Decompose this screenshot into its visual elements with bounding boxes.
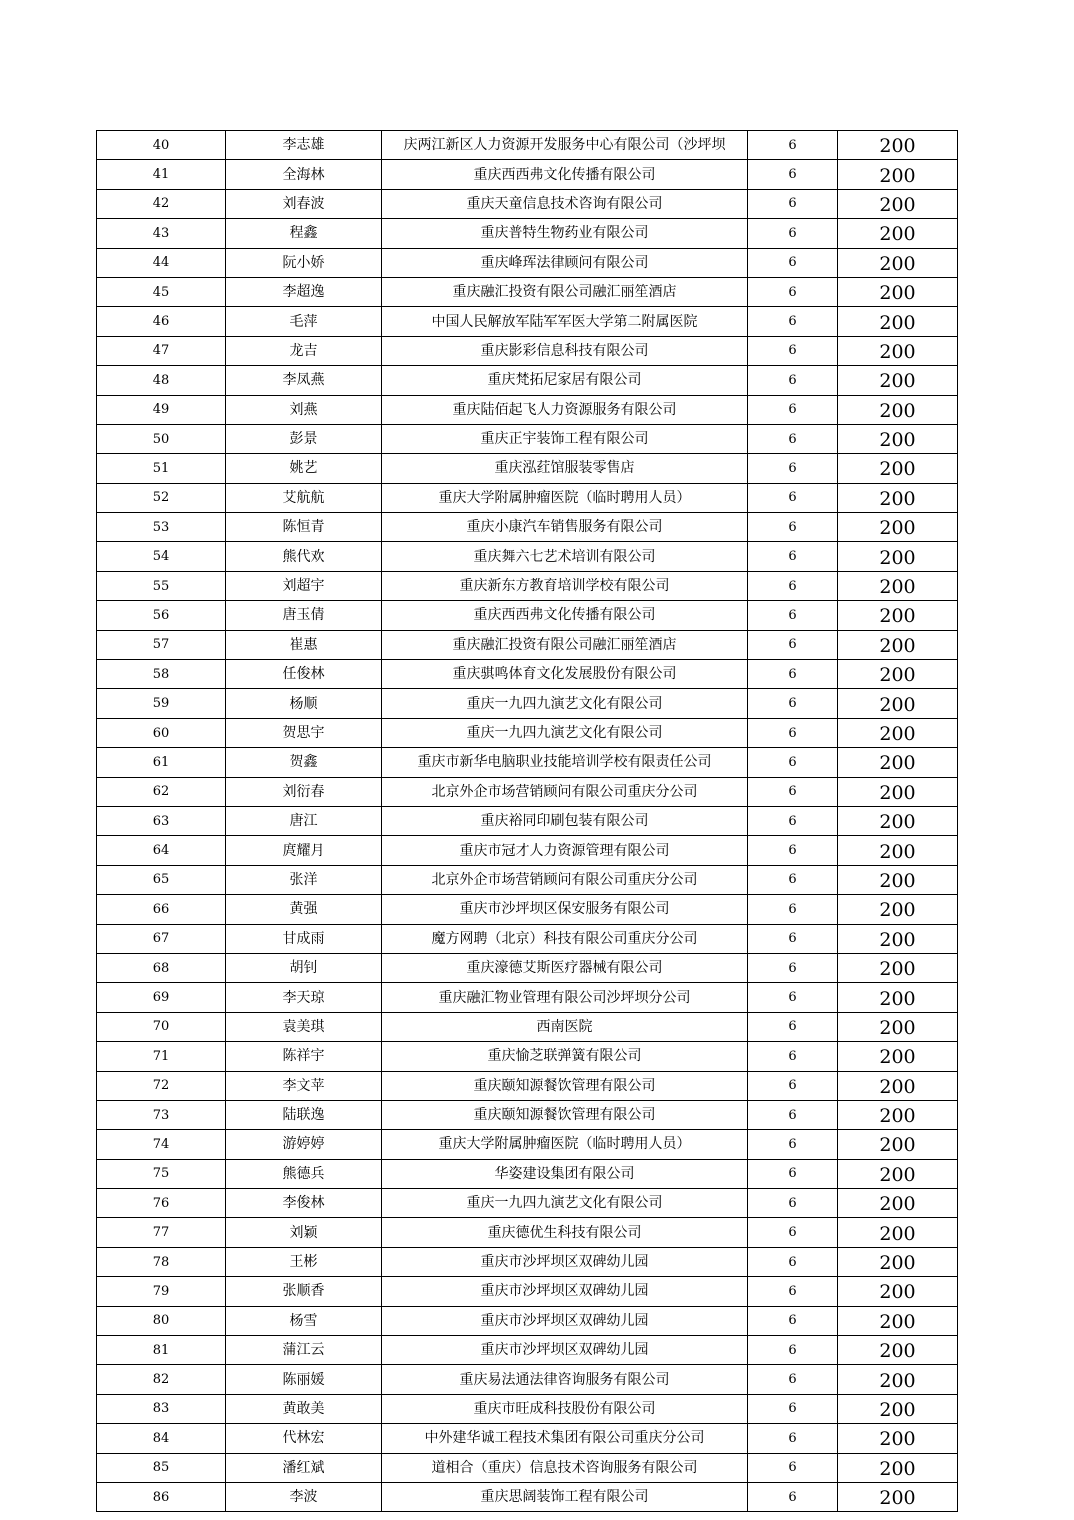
company-name-cell: 重庆愉芝联弹簧有限公司	[382, 1042, 748, 1071]
person-name-cell: 贺鑫	[226, 748, 382, 777]
row-number-cell: 74	[97, 1130, 226, 1159]
table-row	[97, 1071, 958, 1100]
amount-cell: 200	[838, 953, 958, 982]
table-row	[97, 1159, 958, 1188]
person-name-cell: 刘春波	[226, 189, 382, 218]
count-cell: 6	[748, 718, 838, 747]
person-name-cell: 陈恒青	[226, 513, 382, 542]
amount-cell: 200	[838, 395, 958, 424]
count-cell: 6	[748, 366, 838, 395]
amount-cell: 200	[838, 983, 958, 1012]
table-row	[97, 366, 958, 395]
count-cell: 6	[748, 513, 838, 542]
count-cell: 6	[748, 542, 838, 571]
table-row	[97, 248, 958, 277]
company-name-cell: 重庆一九四九演艺文化有限公司	[382, 689, 748, 718]
person-name-cell: 刘超宇	[226, 571, 382, 600]
table-row	[97, 865, 958, 894]
amount-cell: 200	[838, 1042, 958, 1071]
row-number-cell: 41	[97, 160, 226, 189]
count-cell: 6	[748, 1365, 838, 1394]
person-name-cell: 袁美琪	[226, 1012, 382, 1041]
amount-cell: 200	[838, 895, 958, 924]
row-number-cell: 63	[97, 806, 226, 835]
company-name-cell: 重庆融汇投资有限公司融汇丽笙酒店	[382, 630, 748, 659]
table-row	[97, 748, 958, 777]
person-name-cell: 熊德兵	[226, 1159, 382, 1188]
amount-cell: 200	[838, 601, 958, 630]
person-name-cell: 李波	[226, 1482, 382, 1511]
row-number-cell: 53	[97, 513, 226, 542]
count-cell: 6	[748, 1247, 838, 1276]
person-name-cell: 蒲江云	[226, 1336, 382, 1365]
amount-cell: 200	[838, 160, 958, 189]
amount-cell: 200	[838, 542, 958, 571]
company-name-cell: 重庆易法通法律咨询服务有限公司	[382, 1365, 748, 1394]
company-name-cell: 重庆思阔装饰工程有限公司	[382, 1482, 748, 1511]
row-number-cell: 47	[97, 336, 226, 365]
company-name-cell: 重庆市新华电脑职业技能培训学校有限责任公司	[382, 748, 748, 777]
count-cell: 6	[748, 630, 838, 659]
table-row	[97, 1100, 958, 1129]
amount-cell: 200	[838, 483, 958, 512]
company-name-cell: 重庆市沙坪坝区双碑幼儿园	[382, 1336, 748, 1365]
person-name-cell: 刘颖	[226, 1218, 382, 1247]
company-name-cell: 重庆颐知源餐饮管理有限公司	[382, 1071, 748, 1100]
row-number-cell: 61	[97, 748, 226, 777]
table-row	[97, 924, 958, 953]
person-name-cell: 庹耀月	[226, 836, 382, 865]
company-name-cell: 重庆小康汽车销售服务有限公司	[382, 513, 748, 542]
amount-cell: 200	[838, 630, 958, 659]
row-number-cell: 81	[97, 1336, 226, 1365]
amount-cell: 200	[838, 718, 958, 747]
company-name-cell: 中国人民解放军陆军军医大学第二附属医院	[382, 307, 748, 336]
amount-cell: 200	[838, 1482, 958, 1511]
amount-cell: 200	[838, 189, 958, 218]
row-number-cell: 73	[97, 1100, 226, 1129]
table-row	[97, 1042, 958, 1071]
count-cell: 6	[748, 277, 838, 306]
table-row	[97, 1336, 958, 1365]
count-cell: 6	[748, 1482, 838, 1511]
row-number-cell: 59	[97, 689, 226, 718]
amount-cell: 200	[838, 1336, 958, 1365]
row-number-cell: 42	[97, 189, 226, 218]
person-name-cell: 熊代欢	[226, 542, 382, 571]
row-number-cell: 51	[97, 454, 226, 483]
table-row	[97, 483, 958, 512]
amount-cell: 200	[838, 1159, 958, 1188]
amount-cell: 200	[838, 1365, 958, 1394]
count-cell: 6	[748, 1130, 838, 1159]
person-name-cell: 李超逸	[226, 277, 382, 306]
amount-cell: 200	[838, 131, 958, 160]
table-row	[97, 1306, 958, 1335]
company-name-cell: 重庆泓荭馆服装零售店	[382, 454, 748, 483]
count-cell: 6	[748, 307, 838, 336]
row-number-cell: 80	[97, 1306, 226, 1335]
table-row	[97, 542, 958, 571]
amount-cell: 200	[838, 336, 958, 365]
count-cell: 6	[748, 1306, 838, 1335]
person-name-cell: 姚艺	[226, 454, 382, 483]
table-row	[97, 131, 958, 160]
table-row	[97, 895, 958, 924]
count-cell: 6	[748, 660, 838, 689]
person-name-cell: 李天琼	[226, 983, 382, 1012]
count-cell: 6	[748, 424, 838, 453]
company-name-cell: 重庆天童信息技术咨询有限公司	[382, 189, 748, 218]
company-name-cell: 庆两江新区人力资源开发服务中心有限公司（沙坪坝	[382, 131, 748, 160]
row-number-cell: 79	[97, 1277, 226, 1306]
row-number-cell: 48	[97, 366, 226, 395]
amount-cell: 200	[838, 1130, 958, 1159]
person-name-cell: 潘红斌	[226, 1453, 382, 1482]
table-row	[97, 336, 958, 365]
count-cell: 6	[748, 483, 838, 512]
company-name-cell: 重庆大学附属肿瘤医院（临时聘用人员）	[382, 1130, 748, 1159]
company-name-cell: 重庆西西弗文化传播有限公司	[382, 160, 748, 189]
person-name-cell: 阮小娇	[226, 248, 382, 277]
company-name-cell: 重庆一九四九演艺文化有限公司	[382, 1189, 748, 1218]
row-number-cell: 62	[97, 777, 226, 806]
count-cell: 6	[748, 689, 838, 718]
amount-cell: 200	[838, 660, 958, 689]
company-name-cell: 重庆融汇投资有限公司融汇丽笙酒店	[382, 277, 748, 306]
company-name-cell: 华姿建设集团有限公司	[382, 1159, 748, 1188]
roster-table-body	[97, 131, 958, 1512]
company-name-cell: 北京外企市场营销顾问有限公司重庆分公司	[382, 865, 748, 894]
count-cell: 6	[748, 1042, 838, 1071]
person-name-cell: 张顺香	[226, 1277, 382, 1306]
count-cell: 6	[748, 336, 838, 365]
amount-cell: 200	[838, 689, 958, 718]
company-name-cell: 重庆一九四九演艺文化有限公司	[382, 718, 748, 747]
amount-cell: 200	[838, 454, 958, 483]
amount-cell: 200	[838, 836, 958, 865]
table-row	[97, 1482, 958, 1511]
amount-cell: 200	[838, 219, 958, 248]
table-row	[97, 1453, 958, 1482]
count-cell: 6	[748, 1159, 838, 1188]
table-row	[97, 983, 958, 1012]
count-cell: 6	[748, 454, 838, 483]
amount-cell: 200	[838, 1424, 958, 1453]
person-name-cell: 艾航航	[226, 483, 382, 512]
row-number-cell: 54	[97, 542, 226, 571]
company-name-cell: 重庆大学附属肿瘤医院（临时聘用人员）	[382, 483, 748, 512]
row-number-cell: 66	[97, 895, 226, 924]
person-name-cell: 刘燕	[226, 395, 382, 424]
company-name-cell: 重庆德优生科技有限公司	[382, 1218, 748, 1247]
table-row	[97, 277, 958, 306]
count-cell: 6	[748, 189, 838, 218]
count-cell: 6	[748, 219, 838, 248]
row-number-cell: 85	[97, 1453, 226, 1482]
amount-cell: 200	[838, 1218, 958, 1247]
row-number-cell: 45	[97, 277, 226, 306]
amount-cell: 200	[838, 1071, 958, 1100]
company-name-cell: 重庆影彩信息科技有限公司	[382, 336, 748, 365]
amount-cell: 200	[838, 748, 958, 777]
person-name-cell: 黄强	[226, 895, 382, 924]
company-name-cell: 重庆颐知源餐饮管理有限公司	[382, 1100, 748, 1129]
row-number-cell: 84	[97, 1424, 226, 1453]
amount-cell: 200	[838, 366, 958, 395]
amount-cell: 200	[838, 1453, 958, 1482]
table-row	[97, 189, 958, 218]
table-row	[97, 219, 958, 248]
person-name-cell: 李凤燕	[226, 366, 382, 395]
table-row	[97, 424, 958, 453]
row-number-cell: 82	[97, 1365, 226, 1394]
amount-cell: 200	[838, 1100, 958, 1129]
company-name-cell: 重庆市沙坪坝区保安服务有限公司	[382, 895, 748, 924]
table-row	[97, 1012, 958, 1041]
company-name-cell: 重庆梵拓尼家居有限公司	[382, 366, 748, 395]
amount-cell: 200	[838, 1012, 958, 1041]
table-row	[97, 777, 958, 806]
row-number-cell: 40	[97, 131, 226, 160]
row-number-cell: 55	[97, 571, 226, 600]
table-row	[97, 601, 958, 630]
amount-cell: 200	[838, 277, 958, 306]
person-name-cell: 唐玉倩	[226, 601, 382, 630]
count-cell: 6	[748, 983, 838, 1012]
company-name-cell: 重庆舞六七艺术培训有限公司	[382, 542, 748, 571]
table-row	[97, 1189, 958, 1218]
table-row	[97, 513, 958, 542]
row-number-cell: 86	[97, 1482, 226, 1511]
company-name-cell: 重庆濠德艾斯医疗器械有限公司	[382, 953, 748, 982]
row-number-cell: 70	[97, 1012, 226, 1041]
count-cell: 6	[748, 160, 838, 189]
company-name-cell: 重庆市旺成科技股份有限公司	[382, 1394, 748, 1423]
row-number-cell: 69	[97, 983, 226, 1012]
count-cell: 6	[748, 865, 838, 894]
company-name-cell: 重庆融汇物业管理有限公司沙坪坝分公司	[382, 983, 748, 1012]
table-row	[97, 689, 958, 718]
person-name-cell: 毛萍	[226, 307, 382, 336]
person-name-cell: 任俊林	[226, 660, 382, 689]
count-cell: 6	[748, 777, 838, 806]
table-row	[97, 1424, 958, 1453]
row-number-cell: 57	[97, 630, 226, 659]
row-number-cell: 44	[97, 248, 226, 277]
person-name-cell: 全海林	[226, 160, 382, 189]
row-number-cell: 50	[97, 424, 226, 453]
table-row	[97, 718, 958, 747]
company-name-cell: 重庆西西弗文化传播有限公司	[382, 601, 748, 630]
company-name-cell: 道相合（重庆）信息技术咨询服务有限公司	[382, 1453, 748, 1482]
company-name-cell: 重庆正宇装饰工程有限公司	[382, 424, 748, 453]
person-name-cell: 李文苹	[226, 1071, 382, 1100]
table-row	[97, 1247, 958, 1276]
table-row	[97, 806, 958, 835]
company-name-cell: 西南医院	[382, 1012, 748, 1041]
amount-cell: 200	[838, 865, 958, 894]
count-cell: 6	[748, 1218, 838, 1247]
row-number-cell: 67	[97, 924, 226, 953]
row-number-cell: 71	[97, 1042, 226, 1071]
row-number-cell: 43	[97, 219, 226, 248]
count-cell: 6	[748, 1336, 838, 1365]
count-cell: 6	[748, 806, 838, 835]
row-number-cell: 68	[97, 953, 226, 982]
company-name-cell: 重庆普特生物药业有限公司	[382, 219, 748, 248]
count-cell: 6	[748, 748, 838, 777]
company-name-cell: 重庆裕同印刷包装有限公司	[382, 806, 748, 835]
amount-cell: 200	[838, 248, 958, 277]
count-cell: 6	[748, 1189, 838, 1218]
company-name-cell: 重庆市沙坪坝区双碑幼儿园	[382, 1306, 748, 1335]
table-row	[97, 953, 958, 982]
person-name-cell: 龙吉	[226, 336, 382, 365]
amount-cell: 200	[838, 1277, 958, 1306]
row-number-cell: 46	[97, 307, 226, 336]
amount-cell: 200	[838, 571, 958, 600]
company-name-cell: 重庆市沙坪坝区双碑幼儿园	[382, 1277, 748, 1306]
person-name-cell: 崔惠	[226, 630, 382, 659]
person-name-cell: 贺思宇	[226, 718, 382, 747]
person-name-cell: 杨顺	[226, 689, 382, 718]
amount-cell: 200	[838, 924, 958, 953]
company-name-cell: 重庆市沙坪坝区双碑幼儿园	[382, 1247, 748, 1276]
count-cell: 6	[748, 895, 838, 924]
count-cell: 6	[748, 1100, 838, 1129]
count-cell: 6	[748, 248, 838, 277]
person-name-cell: 黄敢美	[226, 1394, 382, 1423]
table-row	[97, 1394, 958, 1423]
count-cell: 6	[748, 395, 838, 424]
row-number-cell: 77	[97, 1218, 226, 1247]
person-name-cell: 彭景	[226, 424, 382, 453]
company-name-cell: 中外建华诚工程技术集团有限公司重庆分公司	[382, 1424, 748, 1453]
person-name-cell: 杨雪	[226, 1306, 382, 1335]
person-name-cell: 甘成雨	[226, 924, 382, 953]
person-name-cell: 陈丽媛	[226, 1365, 382, 1394]
count-cell: 6	[748, 1012, 838, 1041]
amount-cell: 200	[838, 1247, 958, 1276]
company-name-cell: 重庆峰珲法律顾问有限公司	[382, 248, 748, 277]
person-name-cell: 唐江	[226, 806, 382, 835]
amount-cell: 200	[838, 777, 958, 806]
amount-cell: 200	[838, 1394, 958, 1423]
count-cell: 6	[748, 601, 838, 630]
person-name-cell: 张洋	[226, 865, 382, 894]
table-row	[97, 1365, 958, 1394]
amount-cell: 200	[838, 513, 958, 542]
company-name-cell: 北京外企市场营销顾问有限公司重庆分公司	[382, 777, 748, 806]
count-cell: 6	[748, 1424, 838, 1453]
count-cell: 6	[748, 1277, 838, 1306]
row-number-cell: 75	[97, 1159, 226, 1188]
table-row	[97, 660, 958, 689]
roster-table	[96, 130, 958, 1512]
amount-cell: 200	[838, 1189, 958, 1218]
row-number-cell: 64	[97, 836, 226, 865]
company-name-cell: 魔方网聘（北京）科技有限公司重庆分公司	[382, 924, 748, 953]
company-name-cell: 重庆新东方教育培训学校有限公司	[382, 571, 748, 600]
row-number-cell: 58	[97, 660, 226, 689]
row-number-cell: 83	[97, 1394, 226, 1423]
table-row	[97, 307, 958, 336]
table-row	[97, 571, 958, 600]
table-row	[97, 395, 958, 424]
person-name-cell: 程鑫	[226, 219, 382, 248]
person-name-cell: 王彬	[226, 1247, 382, 1276]
row-number-cell: 60	[97, 718, 226, 747]
amount-cell: 200	[838, 1306, 958, 1335]
amount-cell: 200	[838, 307, 958, 336]
count-cell: 6	[748, 836, 838, 865]
row-number-cell: 49	[97, 395, 226, 424]
amount-cell: 200	[838, 806, 958, 835]
table-row	[97, 836, 958, 865]
person-name-cell: 游婷婷	[226, 1130, 382, 1159]
count-cell: 6	[748, 1071, 838, 1100]
row-number-cell: 65	[97, 865, 226, 894]
count-cell: 6	[748, 1394, 838, 1423]
row-number-cell: 78	[97, 1247, 226, 1276]
company-name-cell: 重庆陆佰起飞人力资源服务有限公司	[382, 395, 748, 424]
row-number-cell: 56	[97, 601, 226, 630]
person-name-cell: 李志雄	[226, 131, 382, 160]
person-name-cell: 代林宏	[226, 1424, 382, 1453]
table-row	[97, 454, 958, 483]
person-name-cell: 陆联逸	[226, 1100, 382, 1129]
person-name-cell: 李俊林	[226, 1189, 382, 1218]
count-cell: 6	[748, 131, 838, 160]
table-row	[97, 1130, 958, 1159]
count-cell: 6	[748, 953, 838, 982]
count-cell: 6	[748, 1453, 838, 1482]
row-number-cell: 72	[97, 1071, 226, 1100]
company-name-cell: 重庆市冠才人力资源管理有限公司	[382, 836, 748, 865]
person-name-cell: 胡钊	[226, 953, 382, 982]
company-name-cell: 重庆骐鸣体育文化发展股份有限公司	[382, 660, 748, 689]
table-row	[97, 1218, 958, 1247]
table-row	[97, 1277, 958, 1306]
amount-cell: 200	[838, 424, 958, 453]
person-name-cell: 陈祥宇	[226, 1042, 382, 1071]
row-number-cell: 52	[97, 483, 226, 512]
table-row	[97, 630, 958, 659]
row-number-cell: 76	[97, 1189, 226, 1218]
person-name-cell: 刘衍春	[226, 777, 382, 806]
count-cell: 6	[748, 571, 838, 600]
count-cell: 6	[748, 924, 838, 953]
table-row	[97, 160, 958, 189]
